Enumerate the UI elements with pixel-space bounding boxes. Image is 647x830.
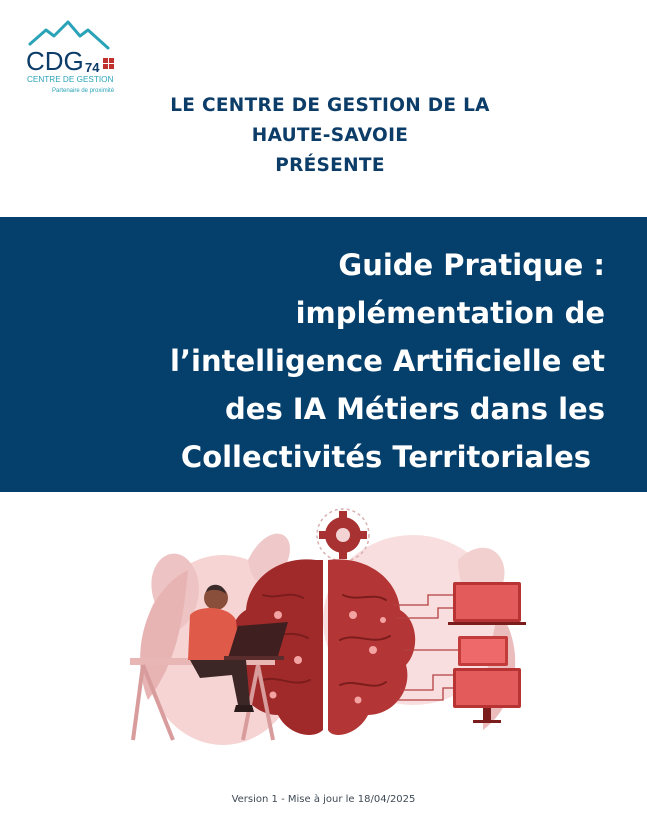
logo-tagline: Partenaire de proximité xyxy=(52,88,115,94)
title-line-2: implémentation de xyxy=(295,296,605,330)
title-line-1: Guide Pratique : xyxy=(338,248,605,282)
logo-subtitle: CENTRE DE GESTION xyxy=(27,75,114,84)
presenter-heading xyxy=(100,91,560,181)
ai-illustration xyxy=(128,500,528,765)
document-title xyxy=(45,241,605,481)
ai-brain-illustration-icon xyxy=(128,500,528,765)
mountain-logo-icon xyxy=(24,18,124,100)
logo-number: 74 xyxy=(85,60,100,75)
presenter-line-2: HAUTE-SAVOIE xyxy=(251,125,409,146)
title-line-4: des IA Métiers dans les xyxy=(225,392,605,426)
cdg74-logo xyxy=(24,18,124,100)
title-line-5: Collectivités Territoriales xyxy=(180,440,591,474)
version-footer: Version 1 - Mise à jour le 18/04/2025 xyxy=(231,794,416,805)
logo-name: CDG xyxy=(26,46,84,76)
presenter-line-1: LE CENTRE DE GESTION DE LA xyxy=(170,95,490,116)
presenter-line-3: PRÉSENTE xyxy=(275,155,385,176)
title-line-3: l’intelligence Artificielle et xyxy=(170,344,605,378)
title-banner xyxy=(0,217,647,492)
